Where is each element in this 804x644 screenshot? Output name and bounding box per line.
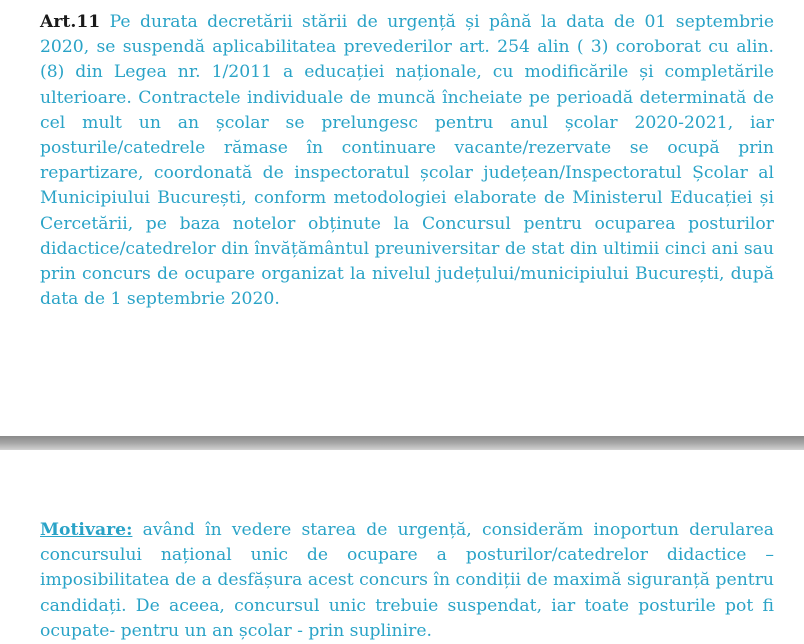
- page-break-divider: [0, 436, 804, 450]
- motivation-paragraph: [40, 518, 774, 644]
- article-text: Pe durata decretării stării de urgență și până la data de 01 septembrie 2020, se suspendă aplicabilitatea prevederilor art. 254 alin ( 3) coroborat cu alin. (8) din Legea nr. 1/2011 a educației naționale, cu modificările și completările ulterioare. Contractele individuale de muncă încheiate pe perioadă determinată de cel mult un an școlar se prelungesc pentru anul școlar 2020-2021, iar posturile/catedrele rămase în continuare vacante/rezervate se ocupă prin repartizare, coordonată de inspectoratul școlar județean/Inspectoratul Școlar al Municipiului București, conform metodologiei elaborate de Ministerul Educației și Cercetării, pe baza notelor obținute la Concursul pentru ocuparea posturilor didactice/catedrelor din învățământul preuniversitar de stat din ultimii cinci ani sau prin concurs de ocupare organizat la nivelul județului/municipiului București, după data de 1 septembrie 2020.: [40, 12, 774, 310]
- motivation-text: având în vedere starea de urgență, considerăm inoportun derularea concursului național unic de ocupare a posturilor/catedrelor didactice –imposibilitatea de a desfășura acest concurs în condiții de maximă siguranță pentru candidați. De aceea, concursul unic trebuie suspendat, iar toate posturile pot fi ocupate- pentru un an școlar - prin suplinire.: [40, 520, 774, 641]
- article-paragraph: [40, 10, 774, 312]
- article-label: Art.11: [40, 12, 101, 32]
- motivation-label: Motivare:: [40, 520, 133, 540]
